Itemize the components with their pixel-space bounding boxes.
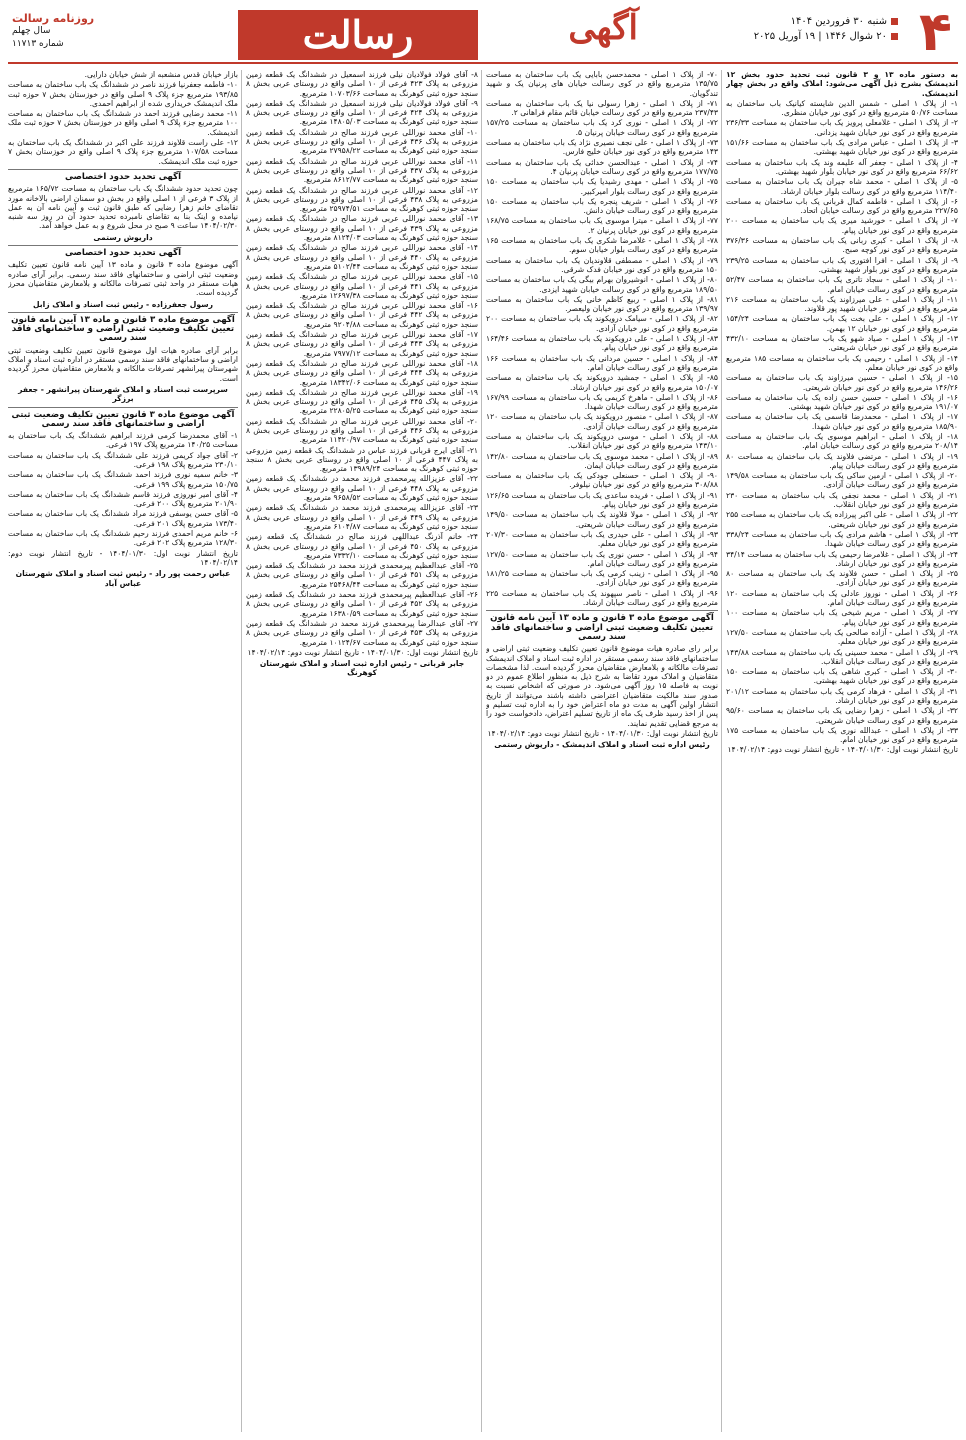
notice-item: ۸۰- از پلاک ۱ اصلی - انوشیروان بهرام بیگی یک باب ساختمان به مساحت ۱۸۹/۵۰ مترمربع واقع در کوی رسالت خیابان شهید ایزدی.: [486, 275, 718, 294]
notice-item: ۳- خانم سمیه نوری فرزند احمد ششدانگ یک باب ساختمان به مساحت ۱۵۰/۷۵ مترمربع پلاک ۱۹۹ فرعی.: [8, 470, 238, 489]
column-intro: به‌ دستور ماده ۱۳ و ۳ قانون ثبت تحدید حدود بخش ۱۲ اندیمشک بشرح ذیل آگهی می‌شود: املاک واقع در بخش چهار اندیمشک.: [726, 70, 958, 98]
divider: [8, 169, 238, 170]
date-box: [728, 14, 898, 44]
notice-item: ۹۴- از پلاک ۱ اصلی - حسن نوری یک باب ساختمان به مساحت ۱۲۷/۵۰ مترمربع واقع در کوی رسالت خیابان امام.: [486, 549, 718, 568]
notice-item: ۹۳- از پلاک ۱ اصلی - علی حیدری یک باب ساختمان به مساحت ۲۰۷/۳۰ مترمربع واقع در کوی نور خیابان معلم.: [486, 529, 718, 549]
notice-item: ۷۸- از پلاک ۱ اصلی - غلامرضا شکری یک باب ساختمان به مساحت ۱۶۵ مترمربع واقع در کوی رسالت بلوار خیابان سوم.: [486, 236, 718, 255]
section-title: آگهی: [568, 8, 638, 48]
notice-signature: عباس رحمت پور راد - رئیس ثبت اسناد و املاک شهرستان عباس آباد: [15, 569, 231, 588]
notice-item: ۲۱- آقای ایرج قربانی فرزند عباس در ششدانگ یک قطعه زمین مزروعی به پلاک ۴۴۷ فرعی از ۱۰ اصلی واقع در روستای عربی بخش ۸ سنجد حوزه ثبتی کوهرنگ به مساحت ۱۳۹۸۹/۲۴ مترمربع.: [246, 445, 478, 474]
notice-item: ۲۳- آقای عزیزالله پیرمحمدی فرزند محمد در ششدانگ یک قطعه زمین مزروعی به پلاک ۴۴۹ فرعی از ۱۰ اصلی واقع در روستای عربی بخش ۸ سنجد حوزه ثبتی کوهرنگ به مساحت ۶۱۰۴/۸۷ مترمربع.: [246, 503, 478, 531]
column-1: [726, 70, 958, 1432]
notice-item: ۷۵- از پلاک ۱ اصلی - مهدی رشیدیا یک باب ساختمان به مساحت ۱۵۰ مترمربع واقع در کوی رسالت بلوار امیرکبیر.: [486, 177, 718, 196]
notice-item: ۶- از پلاک ۱ اصلی - فاطمه کمال قربانی یک باب ساختمان به مساحت ۲۲۷/۶۵ مترمربع واقع در کوی رسالت خیابان اتحاد.: [726, 196, 958, 216]
notice-title: آگهی موضوع ماده ۳ قانون و ماده ۱۳ آیین نامه قانون تعیین تکلیف وضعیت ثبتی اراضی و ساختمانهای فاقد سند رسمی: [11, 314, 235, 344]
notice-item: ۱۱- محمد رضایی فرزند احمد در ششدانگ یک باب ساختمان به مساحت ۱۰۰ مترمربع جزء پلاک ۹ اصلی واقع در خوزستان بخش ۷ حوزه ثبت ملک اندیمشک.: [8, 109, 238, 137]
notice-item: ۱۸- از پلاک ۱ اصلی - ابراهیم موسوی یک باب ساختمان به مساحت ۲۰۸/۱۴ مترمربع واقع در کوی رسالت خیابان امام.: [726, 431, 958, 451]
notice-list: [8, 431, 238, 548]
notice-item: ۱۹- از پلاک ۱ اصلی - مرتضی فلاوند یک باب ساختمان به مساحت ۸۰ مترمربع واقع در کوی رسالت خیابان پیام.: [726, 451, 958, 470]
notice-item: ۱۲- از پلاک ۱ اصلی - علی بخت یک باب ساختمان به مساحت ۱۵۴/۲۴ مترمربع واقع در کوی نور خیابان ۱۲ بهمن.: [726, 314, 958, 333]
notice-item: ۲۹- از پلاک ۱ اصلی - محمد حسینی یک باب ساختمان به مساحت ۱۴۳/۸۸ مترمربع واقع در کوی رسالت خیابان انقلاب.: [726, 647, 958, 666]
notice-item: ۱۶- از پلاک ۱ اصلی - حسین حسن زاده یک باب ساختمان به مساحت ۱۹۱/۰۷ مترمربع واقع در کوی نور خیابان شهید بهشتی.: [726, 392, 958, 412]
notice-item: ۲۶- آقای عبدالعظیم پیرمحمدی فرزند محمد در ششدانگ یک قطعه زمین مزروعی به پلاک ۴۵۲ فرعی از ۱۰ اصلی واقع در روستای عربی بخش ۸ سنجد حوزه ثبتی کوهرنگ به مساحت ۱۶۳۸۰/۵۹ مترمربع.: [246, 590, 478, 618]
brand-name: روزنامه رسالت: [12, 12, 95, 25]
notice-item: ۲۶- از پلاک ۱ اصلی - نوروز عادلی یک باب ساختمان به مساحت ۱۲۰ مترمربع واقع در کوی رسالت خیابان امام.: [726, 588, 958, 608]
notice-item: ۷۱- از پلاک ۱ اصلی - زهرا رسولی نیا یک باب ساختمان به مساحت ۲۳۷/۴۳ مترمربع واقع در کوی رسالت خیابان قائم مقام فراهانی ۲.: [486, 98, 718, 118]
notice-title: آگهی تحدید حدود اختصاصی: [64, 171, 182, 182]
notice-item: ۲۳- از پلاک ۱ اصلی - هاشم مرادی یک باب ساختمان به مساحت ۳۳۸/۲۴ مترمربع واقع در کوی رسالت خیابان شهدا.: [726, 529, 958, 549]
notice-item: ۹۰- از پلاک ۱ اصلی - حسنعلی جودکی یک باب ساختمان به مساحت ۳۰۸/۸۸ مترمربع واقع در کوی نور خیابان نیلوفر.: [486, 471, 718, 490]
publish-date: تاریخ انتشار نوبت اول: ۱۴۰۴/۰۱/۳۰ - تاریخ انتشار نوبت دوم: ۱۴۰۴/۰۲/۱۴: [727, 745, 958, 755]
notice-item: ۱۵- آقای محمد نوراللی عربی فرزند صالح در ششدانگ یک قطعه زمین مزروعی به پلاک ۴۴۱ فرعی از ۱۰ اصلی واقع در روستای عربی بخش ۸ سنجد حوزه ثبتی کوهرنگ به مساحت ۱۲۶۹۷/۳۸ مترمربع.: [246, 272, 478, 300]
notice-item: ۵- از پلاک ۱ اصلی - محمد شاه جیران یک باب ساختمان به مساحت ۱۱۴/۴۰ مترمربع واقع در کوی رسالت بلوار خیابان ارشاد.: [726, 177, 958, 196]
notice-item: ۸۵- از پلاک ۱ اصلی - جمشید درویکوند یک باب ساختمان به مساحت ۱۵۰/۰۷ مترمربع واقع در کوی نور خیابان ارشاد.: [486, 373, 718, 392]
notice-item: ۱۴- آقای محمد نوراللی عربی فرزند صالح در ششدانگ یک قطعه زمین مزروعی به پلاک ۴۴۰ فرعی از ۱۰ اصلی واقع در روستای عربی بخش ۸ سنجد حوزه ثبتی کوهرنگ به مساحت ۵۱۰۲/۴۴ مترمربع.: [246, 243, 478, 271]
notice-item: ۳۲- از پلاک ۱ اصلی - زهرا رضایی یک باب ساختمان به مساحت ۹۵/۶۰ مترمربع واقع در کوی رسالت خیابان شریعتی.: [726, 706, 958, 725]
column-2: [486, 70, 718, 1432]
publish-date: تاریخ انتشار نوبت اول: ۱۴۰۴/۰۱/۳۰ - تاریخ انتشار نوبت دوم: ۱۴۰۴/۰۲/۱۴: [487, 728, 718, 738]
notice-item: ۱۱- از پلاک ۱ اصلی - علی میرزاوند یک باب ساختمان به مساحت ۲۱۶ مترمربع واقع در کوی نور خیابان شهید پور قلاوند.: [726, 294, 958, 314]
notice-item: ۱۶- آقای محمد نوراللی عربی فرزند صالح در ششدانگ یک قطعه زمین مزروعی به پلاک ۴۴۲ فرعی از ۱۰ اصلی واقع در روستای عربی بخش ۸ سنجد حوزه ثبتی کوهرنگ به مساحت ۹۲۰۴/۸۸ مترمربع.: [246, 301, 478, 329]
notice-item: ۷۰- از پلاک ۱ اصلی - محمدحسن بابایی یک باب ساختمان به مساحت ۱۳۵/۷۵ مترمربع واقع در کوی رسالت خیابان های پرنیان یک و شهید تندگویان.: [486, 70, 718, 98]
notice-item: ۹۲- از پلاک ۱ اصلی - مولا قلاوند یک باب ساختمان به مساحت ۱۴۹/۵۰ مترمربع واقع در کوی رسالت خیابان شریعتی.: [486, 510, 718, 529]
bullet-square-icon: [891, 33, 898, 40]
notice-item: ۸- آقای فولاد فولادیان نیلی فرزند اسمعیل در ششدانگ یک قطعه زمین مزروعی به پلاک ۴۲۳ فرعی از ۱۰ اصلی واقع در روستای عربی بخش ۸ سنجد حوزه ثبتی کوهرنگ به مساحت ۱۰۷۰۳/۶۶ مترمربع.: [246, 70, 478, 98]
notice-item: ۳۳- از پلاک ۱ اصلی - عبدالله نوری یک باب ساختمان به مساحت ۱۷۵ مترمربع واقع در کوی نور خیابان امام.: [726, 725, 958, 745]
issue-line: شماره ۱۱۷۱۳: [12, 39, 64, 49]
notice-item: ۲۰- آقای محمد نوراللی عربی فرزند صالح در ششدانگ یک قطعه زمین مزروعی به پلاک ۴۴۶ فرعی از ۱۰ اصلی واقع در روستای عربی بخش ۸ سنجد حوزه ثبتی کوهرنگ به مساحت ۱۱۴۲۰/۹۷ مترمربع.: [246, 416, 478, 445]
notice-item: ۳۰- از پلاک ۱ اصلی - کبری شاهی یک باب ساختمان به مساحت ۱۵۰ مترمربع واقع در کوی نور خیابان شهید بهشتی.: [726, 667, 958, 686]
notice-item: ۶- خانم مریم احمدی فرزند رحیم ششدانگ یک باب ساختمان به مساحت ۱۲۸/۳۰ مترمربع پلاک ۲۰۲ فرعی.: [8, 529, 238, 548]
notice-list: [246, 70, 478, 647]
notice-item: ۲۵- آقای عبدالعظیم پیرمحمدی فرزند محمد در ششدانگ یک قطعه زمین مزروعی به پلاک ۴۵۱ فرعی از ۱۰ اصلی واقع در روستای عربی بخش ۸ سنجد حوزه ثبتی کوهرنگ به مساحت ۲۵۴۶۸/۴۴ مترمربع.: [246, 561, 478, 589]
publish-date: تاریخ انتشار نوبت اول: ۱۴۰۴/۰۱/۳۰ - تاریخ انتشار نوبت دوم: ۱۴۰۴/۰۲/۱۴: [247, 647, 478, 657]
notice-item: ۱۱- آقای محمد نوراللی عربی فرزند صالح در ششدانگ یک قطعه زمین مزروعی به پلاک ۴۳۷ فرعی از ۱۰ اصلی واقع در روستای عربی بخش ۸ سنجد حوزه ثبتی کوهرنگ به مساحت ۸۶۱۲/۷۷ مترمربع.: [246, 156, 478, 185]
notice-item: ۹۱- از پلاک ۱ اصلی - فریده ساعدی یک باب ساختمان به مساحت ۱۲۶/۶۵ مترمربع واقع در کوی نور خیابان پیام.: [486, 490, 718, 510]
notice-signature: رسول جعفرزاده - رئیس ثبت اسناد و املاک زابل: [33, 299, 213, 309]
notice-body: برابر آرای صادره هیات اول موضوع قانون تعیین تکلیف وضعیت ثبتی اراضی و ساختمانهای فاقد سند رسمی مستقر در اداره ثبت اسناد و املاک شهرستان پیرانشهر تصرفات مالکانه و بلامعارض متقاضیان محرز گردیده است.: [8, 345, 238, 383]
notice-item: ۱۸- آقای محمد نوراللی عربی فرزند صالح در ششدانگ یک قطعه زمین مزروعی به پلاک ۴۴۴ فرعی از ۱۰ اصلی واقع در روستای عربی بخش ۸ سنجد حوزه ثبتی کوهرنگ به مساحت ۱۸۳۴۲/۰۶ مترمربع.: [246, 358, 478, 387]
notice-item: ۴- آقای امیر نوروزی فرزند قاسم ششدانگ یک باب ساختمان به مساحت ۲۰۱/۹۰ مترمربع پلاک ۲۰۰ فرعی.: [8, 489, 238, 509]
divider: [8, 245, 238, 246]
notice-item: ۸۷- از پلاک ۱ اصلی - منصور درویکوند یک باب ساختمان به مساحت ۱۲۰ مترمربع واقع در کوی رسالت خیابان آزادی.: [486, 412, 718, 431]
newspaper-logo: رسالت: [238, 10, 478, 60]
notice-signature: رئیس اداره ثبت اسناد و املاک اندیمشک - داریوش رستمی: [494, 740, 710, 750]
notice-item: ۲۴- از پلاک ۱ اصلی - غلامرضا رحیمی یک باب ساختمان به مساحت ۳۴/۱۴ مترمربع واقع در کوی نور خیابان ارشاد.: [726, 549, 958, 568]
notice-title: آگهی تحدید حدود اختصاصی: [64, 248, 182, 259]
notice-item: ۴- از پلاک ۱ اصلی - جعفر آله علیمه وند یک باب ساختمان به مساحت ۶۶/۶۲ مترمربع واقع در کوی نور خیابان بلوار شهید بهشتی.: [726, 157, 958, 176]
notice-list: [726, 99, 958, 745]
notice-item: ۱۳- آقای محمد نوراللی عربی فرزند صالح در ششدانگ یک قطعه زمین مزروعی به پلاک ۴۳۹ فرعی از ۱۰ اصلی واقع در روستای عربی بخش ۸ سنجد حوزه ثبتی کوهرنگ به مساحت ۸۱۲۴/۰۳ مترمربع.: [246, 214, 478, 243]
date-line-persian: شنبه ۳۰ فروردین ۱۴۰۴: [790, 16, 887, 27]
divider: [486, 610, 718, 611]
notice-item: ۱۳- از پلاک ۱ اصلی - صیاد شهو یک باب ساختمان به مساحت ۴۳۲/۱۰ مترمربع واقع در کوی نور خیابان شریعتی.: [726, 334, 958, 353]
notice-item: ۷۴- از پلاک ۱ اصلی - عبدالحسن خدائی یک باب ساختمان به مساحت ۱۷۷/۷۵ مترمربع واقع در کوی رسالت خیابان پرنیان ۴.: [486, 157, 718, 176]
notice-signature: سرپرست ثبت اسناد و املاک شهرستان پیرانشهر - جعفر برزگر: [18, 384, 228, 404]
notice-item: ۸۸- از پلاک ۱ اصلی - موسی درویکوند یک باب ساختمان به مساحت ۱۴۳/۱۰ مترمربع واقع در کوی نور خیابان انقلاب.: [486, 431, 718, 451]
notice-item: ۸۹- از پلاک ۱ اصلی - محمد موسوی یک باب ساختمان به مساحت ۱۴۲/۸۰ مترمربع واقع در کوی رسالت خیابان ایمان.: [486, 451, 718, 470]
notice-item: ۹- آقای فولاد فولادیان نیلی فرزند اسمعیل در ششدانگ یک قطعه زمین مزروعی به پلاک ۴۲۴ فرعی از ۱۰ اصلی واقع در روستای عربی بخش ۸ سنجد حوزه ثبتی کوهرنگ به مساحت ۱۴۸۰۵/۰۳ مترمربع.: [246, 98, 478, 127]
notice-body: چون تحدید حدود ششدانگ یک باب ساختمان به مساحت ۱۶۵/۷۲ مترمربع از پلاک ۳ فرعی از ۱ اصلی واقع در بخش دو سمنان اراضی بالاخانه مورد تقاضای خانم زهرا رضایی که طبق قانون ثبت و آیین نامه آن به عمل نیامده و اینک بنا به تقاضای نامبرده تحدید حدود آن در روز سه شنبه ۱۴۰۴/۰۲/۳۰ ساعت ۹ صبح در محل شروع و به عمل خواهد آمد.: [8, 184, 238, 231]
notice-title: آگهی موضوع ماده ۳ قانون تعیین تکلیف وضعیت ثبتی اراضی و ساختمانهای فاقد سند رسمی: [11, 409, 235, 429]
notice-body: برابر رای صادره هیات موضوع قانون تعیین تکلیف وضعیت ثبتی اراضی و ساختمانهای فاقد سند رسمی مستقر در اداره ثبت اسناد و املاک اندیمشک تصرفات مالکانه و بلامعارض متقاضیان محرز گردیده است. لذا مشخصات متقاضیان و املاک مورد تقاضا به شرح ذیل به منظور اطلاع عموم در دو نوبت به فاصله ۱۵ روز آگهی می‌شود. در صورتی که اشخاص نسبت به صدور سند مالکیت متقاضیان اعتراضی داشته باشند می‌توانند از تاریخ انتشار اولین آگهی به مدت دو ماه اعتراض خود را به اداره ثبت تسلیم و پس از اخذ رسید ظرف یک ماه از تاریخ تسلیم اعتراض، دادخواست خود را به مرجع قضایی تقدیم نمایند.: [486, 644, 718, 728]
notice-item: ۸۳- از پلاک ۱ اصلی - علی درویکوند یک باب ساختمان به مساحت ۱۶۴/۴۶ مترمربع واقع در کوی نور خیابان پیام.: [486, 334, 718, 353]
notice-item: ۲۷- آقای عبدالرضا پیرمحمدی فرزند محمد در ششدانگ یک قطعه زمین مزروعی به پلاک ۴۵۳ فرعی از ۱۰ اصلی واقع در روستای عربی بخش ۸ سنجد حوزه ثبتی کوهرنگ به مساحت ۱۰۱۲۴/۶۷ مترمربع.: [246, 618, 478, 647]
page-number: ۴: [919, 0, 952, 63]
notice-item: ۲۰- از پلاک ۱ اصلی - ارمین ساکی یک باب ساختمان به مساحت ۱۴۹/۵۸ مترمربع واقع در کوی رسالت خیابان آزادی.: [726, 471, 958, 490]
page-header: [8, 0, 958, 64]
notice-item: ۲۴- خانم آذرنگ عبداللهی فرزند صالح در ششدانگ یک قطعه زمین مزروعی به پلاک ۴۵۰ فرعی از ۱۰ اصلی واقع در روستای عربی بخش ۸ سنجد حوزه ثبتی کوهرنگ به مساحت ۷۳۳۲/۱۰ مترمربع.: [246, 532, 478, 560]
notice-item: ۱۵- از پلاک ۱ اصلی - حسین میرزاوند یک باب ساختمان به مساحت ۱۴۶/۲۶ مترمربع واقع در کوی نور خیابان شریعتی.: [726, 373, 958, 392]
notice-list: [486, 70, 718, 607]
notice-item: ۲- آقای جواد کریمی فرزند علی ششدانگ یک باب ساختمان به مساحت ۲۳۰/۱۰ مترمربع پلاک ۱۹۸ فرعی.: [8, 450, 238, 469]
notice-signature: داریوش رستمی: [93, 232, 153, 242]
notice-item: ۹۶- از پلاک ۱ اصلی - ناصر سپهوند یک باب ساختمان به مساحت ۲۲۵ مترمربع واقع در کوی رسالت خیابان ارشاد.: [486, 588, 718, 608]
notice-item: ۸- از پلاک ۱ اصلی - کبری ربانی یک باب ساختمان به مساحت ۳۷۶/۳۶ مترمربع واقع در کوی نور کوچه صبح.: [726, 236, 958, 255]
notice-item: ۸۲- از پلاک ۱ اصلی - سیامک درویکوند یک باب ساختمان به مساحت ۲۰۰ مترمربع واقع در کوی نور خیابان آزادی.: [486, 314, 718, 333]
notice-item: ۲۸- از پلاک ۱ اصلی - آزاده صالحی یک باب ساختمان به مساحت ۱۲۷/۵۰ مترمربع واقع در کوی نور خیابان معلم.: [726, 627, 958, 647]
notice-item: ۱- آقای محمدرضا کرمی فرزند ابراهیم ششدانگ یک باب ساختمان به مساحت ۱۴۰/۲۵ مترمربع پلاک ۱۹۷ فرعی.: [8, 431, 238, 450]
notice-item: ۷- از پلاک ۱ اصلی - خورشید میری یک باب ساختمان به مساحت ۲۰۰ مترمربع واقع در کوی نور خیابان پیام.: [726, 216, 958, 235]
notice-item: ۹- از پلاک ۱ اصلی - افرا افتوری یک باب ساختمان به مساحت ۲۳۹/۲۵ مترمربع واقع در کوی نور بلوار شهید بهشتی.: [726, 255, 958, 274]
year-line: سال چهلم: [12, 26, 51, 36]
notice-item: ۲۷- از پلاک ۱ اصلی - مریم شیخی یک باب ساختمان به مساحت ۱۰۰ مترمربع واقع در کوی نور خیابان پیام.: [726, 608, 958, 627]
notice-item: ۱۲- علی راست قلاوند فرزند علی اکبر در ششدانگ یک باب ساختمان به مساحت ۱۰۷/۵۸ مترمربع جزء پلاک ۹ اصلی واقع در خوزستان بخش ۷ حوزه ثبت ملک اندیمشک.: [8, 138, 238, 166]
notice-item: ۱- از پلاک ۱ اصلی - شمس الدین شایسته کیانیک باب ساختمان به مساحت ۵۰/۷۶ مترمربع واقع در کوی نور خیابان منظری.: [726, 98, 958, 118]
divider: [8, 407, 238, 408]
notice-item: ۷۷- از پلاک ۱ اصلی - میترا موسوی یک باب ساختمان به مساحت ۱۶۸/۷۵ مترمربع واقع در کوی نور خیابان پرنیان ۲.: [486, 216, 718, 235]
notice-item: ۱۴- از پلاک ۱ اصلی - رحیمی یک باب ساختمان به مساحت ۱۸۵ مترمربع واقع در کوی نور خیابان معلم.: [726, 353, 958, 372]
notice-item: ۷۳- از پلاک ۱ اصلی - علی نجف نصیری نژاد یک باب ساختمان به مساحت ۱۴۳ مترمربع واقع در کوی نور خیابان خلیج فارس.: [486, 138, 718, 157]
notice-item: ۸۶- از پلاک ۱ اصلی - ماهرخ کریمی یک باب ساختمان به مساحت ۱۶۷/۹۹ مترمربع واقع در کوی رسالت خیابان شهدا.: [486, 392, 718, 412]
notice-item: ۹۵- از پلاک ۱ اصلی - زینب کرمی یک باب ساختمان به مساحت ۱۸۱/۲۵ مترمربع واقع در کوی نور خیابان آزادی.: [486, 569, 718, 588]
notice-item: ۸۴- از پلاک ۱ اصلی - حسین مردانی یک باب ساختمان به مساحت ۱۶۶ مترمربع واقع در کوی رسالت خیابان امام.: [486, 353, 718, 372]
issue-info: [12, 12, 94, 51]
column-3: [246, 70, 478, 1432]
date-line-hijri-gregorian: ۲۰ شوال ۱۴۴۶ | ۱۹ آوریل ۲۰۲۵: [753, 31, 887, 42]
notice-body: آگهی موضوع ماده ۳ قانون و ماده ۱۳ آیین نامه قانون تعیین تکلیف وضعیت ثبتی اراضی و ساختمانهای فاقد سند رسمی. برابر آرای صادره هیات مستقر در واحد ثبتی تصرفات مالکانه و بلامعارض متقاضیان محرز گردیده است.: [8, 260, 238, 298]
notice-item: ۷۹- از پلاک ۱ اصلی - مصطفی قلاوندیان یک باب ساختمان به مساحت ۱۵۰ مترمربع واقع در کوی نور خیابان فدک شرقی.: [486, 255, 718, 274]
publish-date: تاریخ انتشار نوبت اول: ۱۴۰۴/۰۱/۳۰ - تاریخ انتشار نوبت دوم: ۱۴۰۴/۰۲/۱۴: [8, 548, 238, 567]
notice-title: آگهی موضوع ماده ۳ قانون و ماده ۱۳ آیین نامه قانون تعیین تکلیف وضعیت ثبتی اراضی و ساختمانهای فاقد سند رسمی: [490, 613, 714, 642]
notice-item: ۲۵- از پلاک ۱ اصلی - حسن فلاوند یک باب ساختمان به مساحت ۸۰ مترمربع واقع در کوی نور خیابان آزادی.: [726, 569, 958, 588]
notice-item: ۷۶- از پلاک ۱ اصلی - شریف پنجره یک باب ساختمان به مساحت ۱۵۰ مترمربع واقع در کوی رسالت خیابان دانش.: [486, 196, 718, 216]
notice-signature: جابر قربانی - رئیس اداره ثبت اسناد و املاک شهرستان کوهرنگ: [259, 659, 465, 678]
notice-item: بازار خیابان قدس منشعبه از شش خیابان دارایی.: [84, 70, 238, 79]
notice-item: ۲- از پلاک ۱ اصلی - غلامعلی پرویز یک باب ساختمان به مساحت ۲۳۶/۳۳ مترمربع واقع در کوی نور خیابان شهید یزدانی.: [726, 118, 958, 137]
divider: [8, 312, 238, 313]
notice-list: [8, 70, 238, 166]
column-4: [8, 70, 238, 1432]
notice-item: ۲۱- از پلاک ۱ اصلی - محمد نجفی یک باب ساختمان به مساحت ۲۳۰ مترمربع واقع در کوی نور خیابان انقلاب.: [726, 490, 958, 510]
notice-item: ۱۰- از پلاک ۱ اصلی - سجاد تاتری یک باب ساختمان به مساحت ۵۲/۴۷ مترمربع واقع در کوی رسالت خیابان امام.: [726, 275, 958, 294]
notice-item: ۳- از پلاک ۱ اصلی - عباس مرادی یک باب ساختمان به مساحت ۱۵۱/۶۶ مترمربع واقع در کوی نور خیابان شهید بهشتی.: [726, 138, 958, 157]
notice-item: ۳۱- از پلاک ۱ اصلی - فرهاد کرمی یک باب ساختمان به مساحت ۲۰۱/۱۲ مترمربع واقع در کوی نور خیابان ارشاد.: [726, 686, 958, 705]
notice-item: ۷۲- از پلاک ۱ اصلی - نوری کرد یک باب ساختمان به مساحت ۱۵۷/۲۵ مترمربع واقع در کوی رسالت خیابان پرنیان ۵.: [486, 118, 718, 137]
notice-item: ۵- آقای حسن یوسفی فرزند مراد ششدانگ یک باب ساختمان به مساحت ۱۷۳/۴۰ مترمربع پلاک ۲۰۱ فرعی.: [8, 509, 238, 528]
notice-item: ۱۰- فاطمه جعفرنیا فرزند ناصر در ششدانگ یک باب ساختمان به مساحت ۱۹۳/۸۵ مترمربع جزء پلاک ۹ اصلی واقع در خوزستان بخش ۷ حوزه ثبت ملک اندیمشک خریداری شده از ابراهیم احمدی.: [8, 80, 238, 108]
notice-item: ۱۷- آقای محمد نوراللی عربی فرزند صالح در ششدانگ یک قطعه زمین مزروعی به پلاک ۴۴۳ فرعی از ۱۰ اصلی واقع در روستای عربی بخش ۸ سنجد حوزه ثبتی کوهرنگ به مساحت ۷۹۷۷/۱۲ مترمربع.: [246, 330, 478, 358]
notice-item: ۲۲- آقای عزیزالله پیرمحمدی فرزند محمد در ششدانگ یک قطعه زمین مزروعی به پلاک ۴۴۸ فرعی از ۱۰ اصلی واقع در روستای عربی بخش ۸ سنجد حوزه ثبتی کوهرنگ به مساحت ۹۶۵۸/۵۲ مترمربع.: [246, 474, 478, 503]
notice-item: ۱۲- آقای محمد نوراللی عربی فرزند صالح در ششدانگ یک قطعه زمین مزروعی به پلاک ۴۳۸ فرعی از ۱۰ اصلی واقع در روستای عربی بخش ۸ سنجد حوزه ثبتی کوهرنگ به مساحت ۲۵۹۷۴/۵۱ مترمربع.: [246, 185, 478, 214]
notice-item: ۱۰- آقای محمد نوراللی عربی فرزند صالح در ششدانگ یک قطعه زمین مزروعی به پلاک ۴۳۶ فرعی از ۱۰ اصلی واقع در روستای عربی بخش ۸ سنجد حوزه ثبتی کوهرنگ به مساحت ۲۷۹۵۸/۲۲ مترمربع.: [246, 127, 478, 156]
notice-item: ۱۷- از پلاک ۱ اصلی - محمدرضا قاسمی یک باب ساختمان به مساحت ۱۸۵/۹۰ مترمربع واقع در کوی نور خیابان شهدا.: [726, 412, 958, 431]
notice-item: ۲۲- از پلاک ۱ اصلی - علی اکبر پیرزاده یک باب ساختمان به مساحت ۲۵۵ مترمربع واقع در کوی نور خیابان شریعتی.: [726, 510, 958, 529]
bullet-square-icon: [891, 18, 898, 25]
notice-item: ۱۹- آقای محمد نوراللی عربی فرزند صالح در ششدانگ یک قطعه زمین مزروعی به پلاک ۴۴۵ فرعی از ۱۰ اصلی واقع در روستای عربی بخش ۸ سنجد حوزه ثبتی کوهرنگ به مساحت ۲۲۸۰۵/۲۵ مترمربع.: [246, 387, 478, 416]
classifieds-columns: [8, 70, 958, 1432]
notice-item: ۸۱- از پلاک ۱ اصلی - ربیع کاظم خانی یک باب ساختمان به مساحت ۱۳۹/۹۷ مترمربع واقع در کوی نور خیابان ولیعصر.: [486, 294, 718, 314]
